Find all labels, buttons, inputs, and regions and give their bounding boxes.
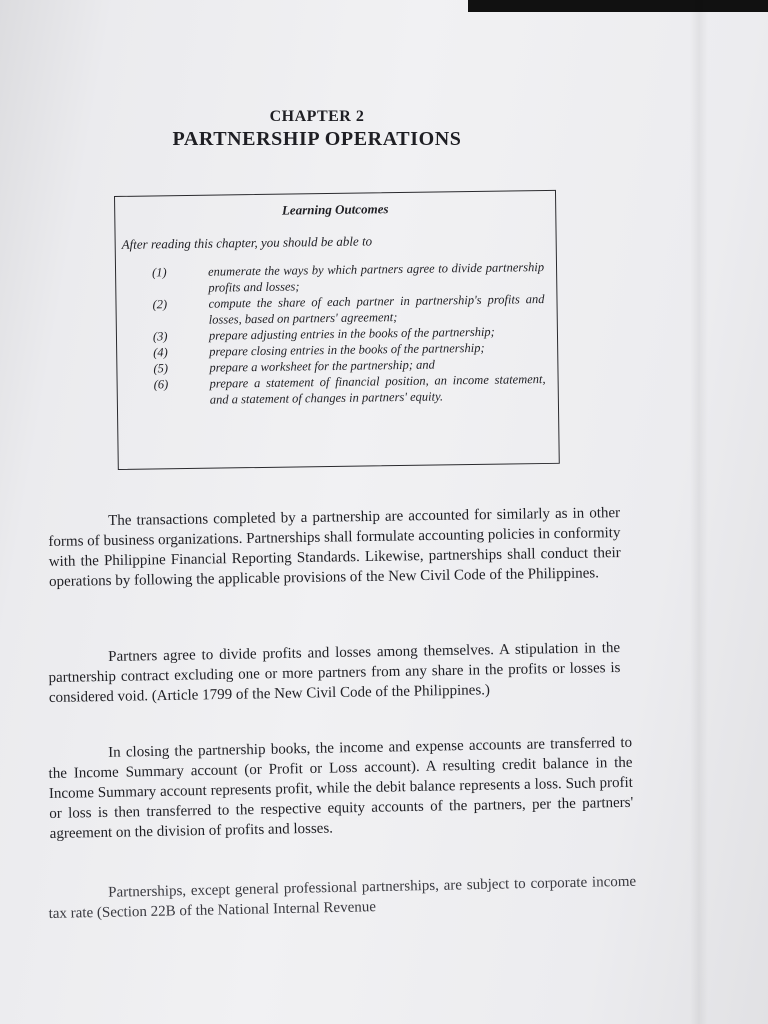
page-top-edge	[468, 0, 768, 12]
body-paragraph: Partnerships, except general professional partnerships, are subject to corporate income tax rate (Section 22B of the National Internal Revenue	[48, 873, 637, 922]
learning-outcomes-box	[114, 190, 560, 470]
outcome-text: prepare a worksheet for the partnership; and	[209, 357, 435, 375]
outcome-item	[118, 371, 558, 409]
chapter-number: CHAPTER 2	[269, 108, 365, 125]
outcome-number: (3)	[152, 329, 168, 344]
body-paragraph: The transactions completed by a partnership are accounted for similarly as in other forms of business organizations. Partnerships shall formulate accounting policies in conformity with the Philippine Financial Reporting Standards. Likewise, partnerships shall conduct their operations by following the applicable provisions of the New Civil Code of the Philippines.	[48, 505, 621, 590]
learning-outcomes-intro: After reading this chapter, you should be able to	[121, 233, 373, 252]
outcome-number: (6)	[153, 377, 169, 392]
outcome-number: (5)	[153, 361, 169, 376]
outcome-text: prepare adjusting entries in the books of the partnership;	[208, 324, 495, 343]
outcome-text: prepare closing entries in the books of the partnership;	[209, 340, 485, 359]
outcome-number: (1)	[151, 265, 167, 280]
learning-outcomes-heading: Learning Outcomes	[281, 201, 389, 218]
body-paragraph: Partners agree to divide profits and losses among themselves. A stipulation in the partnership contract excluding one or more partners from any share in the profits or losses is considered void. (Article 1799 of the New Civil Code of the Philippines.)	[48, 640, 621, 706]
learning-outcomes-list	[116, 259, 558, 409]
outcome-number: (2)	[152, 297, 168, 312]
outcome-text: enumerate the ways by which partners agree to divide partnership profits and losses;	[207, 260, 545, 295]
page-spine-shadow	[690, 0, 708, 1024]
outcome-text: prepare a statement of financial position, an income statement, and a statement of changes in partners' equity.	[209, 371, 546, 407]
outcome-text: compute the share of each partner in partnership's profits and losses, based on partners' agreement;	[208, 292, 545, 327]
chapter-title: PARTNERSHIP OPERATIONS	[172, 128, 462, 150]
body-paragraph: In closing the partnership books, the income and expense accounts are transferred to the Income Summary account (or Profit or Loss account). A resulting credit balance in the Income Summary account represents profit, while the debit balance represents a loss. Such profit or loss is then transferred to the respective equity accounts of the partners, per the partners' agreement on the division of profits and losses.	[48, 734, 634, 842]
outcome-number: (4)	[153, 345, 168, 360]
